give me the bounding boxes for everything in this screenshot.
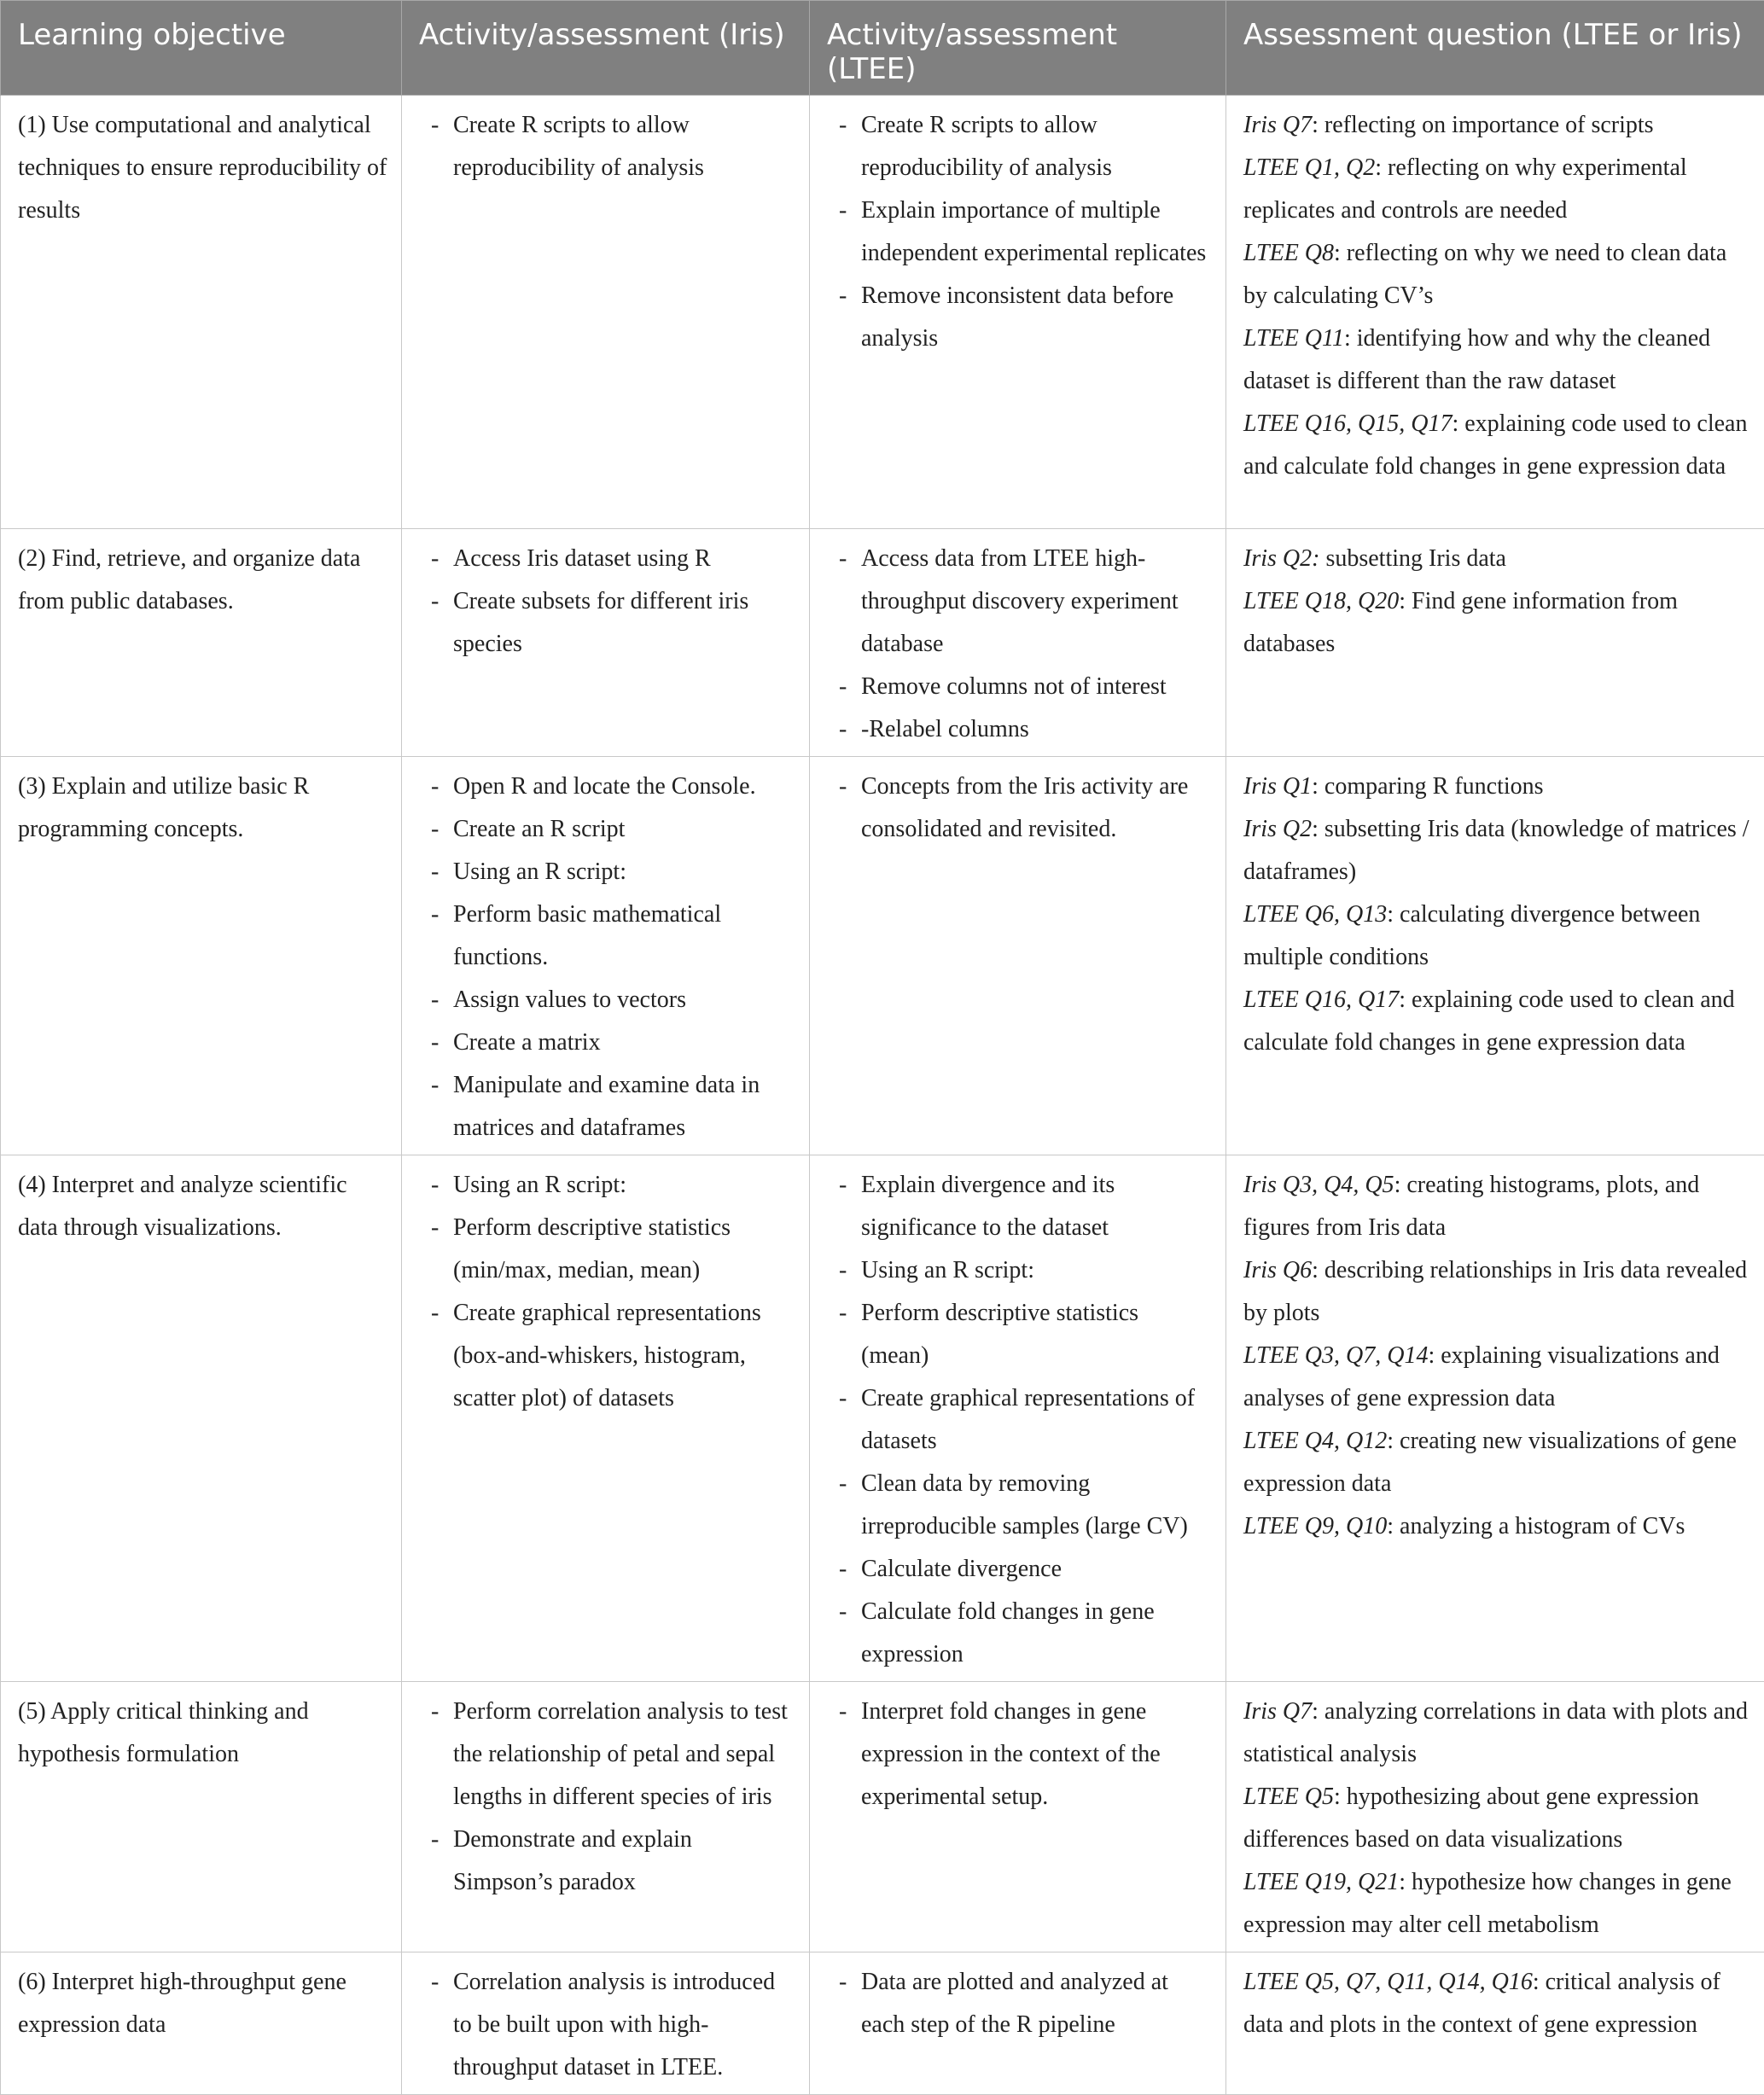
- question-reference: LTEE Q1, Q2: [1243, 154, 1376, 181]
- list-item: - Explain divergence and its significance to the dataset: [827, 1164, 1212, 1249]
- list-item: - Correlation analysis is introduced to be built upon with high-throughput dataset in LTEE.: [419, 1961, 795, 2089]
- assessment-question: [1243, 403, 1750, 488]
- assessment-question-cell: [1226, 757, 1764, 1155]
- assessment-question: [1243, 232, 1750, 317]
- assessment-question-cell: [1226, 1682, 1764, 1952]
- question-reference: LTEE Q3, Q7, Q14: [1243, 1342, 1429, 1369]
- question-description: : analyzing a histogram of CVs: [1387, 1513, 1685, 1539]
- learning-objective-cell: (6) Interpret high-throughput gene expression data: [1, 1952, 402, 2095]
- table-row: [1, 757, 1764, 1155]
- learning-objective-cell: (1) Use computational and analytical techniques to ensure reproducibility of results: [1, 96, 402, 529]
- activity-ltee-cell: [810, 1155, 1226, 1682]
- question-description: : comparing R functions: [1312, 773, 1544, 800]
- question-description: : subsetting Iris data (knowledge of matrices / dataframes): [1243, 816, 1749, 885]
- activity-iris-list: [419, 765, 795, 1149]
- assessment-question: [1243, 808, 1750, 893]
- question-reference: LTEE Q6, Q13: [1243, 901, 1388, 928]
- learning-objective-cell: (2) Find, retrieve, and organize data from public databases.: [1, 529, 402, 757]
- question-reference: Iris Q1: [1243, 773, 1313, 800]
- question-description: : explaining code used to clean and calculate fold changes in gene expression data: [1243, 986, 1735, 1056]
- assessment-question: [1243, 1505, 1750, 1548]
- question-reference: LTEE Q5, Q7, Q11, Q14, Q16: [1243, 1969, 1533, 1995]
- header-learning-objective: Learning objective: [1, 1, 402, 96]
- list-item: - Create graphical representations of datasets: [827, 1377, 1212, 1463]
- assessment-question: [1243, 147, 1750, 232]
- list-item: - Create an R script: [419, 808, 795, 851]
- question-description: : Find gene information from databases: [1243, 588, 1678, 657]
- assessment-question: [1243, 1861, 1750, 1947]
- question-description: : describing relationships in Iris data revealed by plots: [1243, 1257, 1748, 1326]
- question-description: : hypothesize how changes in gene expression may alter cell metabolism: [1243, 1869, 1732, 1938]
- question-description: : analyzing correlations in data with plots and statistical analysis: [1243, 1698, 1748, 1767]
- list-item: - Interpret fold changes in gene expression in the context of the experimental setup.: [827, 1691, 1212, 1819]
- question-description: : reflecting on importance of scripts: [1312, 112, 1654, 138]
- activity-iris-cell: [402, 1952, 810, 2095]
- question-description: : hypothesizing about gene expression differences based on data visualizations: [1243, 1784, 1699, 1853]
- table-row: [1, 1155, 1764, 1682]
- question-reference: Iris Q7: [1243, 1698, 1313, 1725]
- question-reference: Iris Q6: [1243, 1257, 1313, 1283]
- assessment-question: [1243, 1420, 1750, 1505]
- activity-iris-list: [419, 1691, 795, 1904]
- question-description: : reflecting on why we need to clean data by calculating CV’s: [1243, 240, 1727, 309]
- activity-ltee-cell: [810, 757, 1226, 1155]
- activity-ltee-list: [827, 104, 1212, 360]
- list-item: - Create graphical representations (box-and-whiskers, histogram, scatter plot) of datasets: [419, 1292, 795, 1420]
- question-reference: Iris Q7: [1243, 112, 1313, 138]
- activity-iris-cell: [402, 529, 810, 757]
- assessment-question: [1243, 1691, 1750, 1776]
- question-reference: Iris Q2:: [1243, 545, 1320, 572]
- list-item: - Calculate fold changes in gene expression: [827, 1591, 1212, 1676]
- list-item: - Perform correlation analysis to test the relationship of petal and sepal lengths in different species of iris: [419, 1691, 795, 1819]
- assessment-question: [1243, 104, 1750, 147]
- learning-objective-cell: (3) Explain and utilize basic R programming concepts.: [1, 757, 402, 1155]
- assessment-question: [1243, 1249, 1750, 1335]
- question-description: : calculating divergence between multiple conditions: [1243, 901, 1701, 970]
- list-item: - Explain importance of multiple independent experimental replicates: [827, 189, 1212, 275]
- assessment-question-cell: [1226, 1952, 1764, 2095]
- activity-iris-cell: [402, 96, 810, 529]
- list-item: - Using an R script:: [827, 1249, 1212, 1292]
- list-item: - Perform basic mathematical functions.: [419, 893, 795, 979]
- assessment-question: [1243, 765, 1750, 808]
- question-description: : reflecting on why experimental replicates and controls are needed: [1243, 154, 1687, 224]
- question-reference: LTEE Q19, Q21: [1243, 1869, 1400, 1895]
- question-reference: LTEE Q8: [1243, 240, 1335, 266]
- activity-ltee-cell: [810, 1952, 1226, 2095]
- list-item: - Create subsets for different iris species: [419, 580, 795, 666]
- header-row: [1, 1, 1764, 96]
- assessment-question: [1243, 580, 1750, 666]
- list-item: - Demonstrate and explain Simpson’s paradox: [419, 1819, 795, 1904]
- assessment-question: [1243, 538, 1750, 580]
- activity-ltee-cell: [810, 529, 1226, 757]
- list-item: - Manipulate and examine data in matrices and dataframes: [419, 1064, 795, 1149]
- learning-objective-cell: (4) Interpret and analyze scientific data through visualizations.: [1, 1155, 402, 1682]
- list-item: - Concepts from the Iris activity are consolidated and revisited.: [827, 765, 1212, 851]
- assessment-question-cell: [1226, 529, 1764, 757]
- assessment-question: [1243, 317, 1750, 403]
- assessment-question: [1243, 1335, 1750, 1420]
- list-item: - Data are plotted and analyzed at each step of the R pipeline: [827, 1961, 1212, 2046]
- question-reference: LTEE Q4, Q12: [1243, 1428, 1388, 1454]
- assessment-question: [1243, 1776, 1750, 1861]
- question-reference: LTEE Q18, Q20: [1243, 588, 1400, 614]
- learning-objective-cell: (5) Apply critical thinking and hypothesis formulation: [1, 1682, 402, 1952]
- activity-iris-list: [419, 538, 795, 666]
- question-description: : explaining visualizations and analyses of gene expression data: [1243, 1342, 1720, 1411]
- activity-iris-cell: [402, 1682, 810, 1952]
- question-reference: LTEE Q9, Q10: [1243, 1513, 1388, 1539]
- question-description: : creating histograms, plots, and figures from Iris data: [1243, 1172, 1700, 1241]
- question-description: subsetting Iris data: [1319, 545, 1506, 572]
- activity-iris-list: [419, 104, 795, 189]
- activity-iris-cell: [402, 1155, 810, 1682]
- activity-iris-cell: [402, 757, 810, 1155]
- list-item: - Remove inconsistent data before analysis: [827, 275, 1212, 360]
- list-item: - Perform descriptive statistics (min/max, median, mean): [419, 1207, 795, 1292]
- assessment-question-cell: [1226, 96, 1764, 529]
- assessment-question: [1243, 1961, 1750, 2046]
- list-item: - Using an R script:: [419, 851, 795, 893]
- list-item: - Create R scripts to allow reproducibility of analysis: [827, 104, 1212, 189]
- activity-ltee-cell: [810, 96, 1226, 529]
- activity-iris-list: [419, 1961, 795, 2089]
- question-description: : explaining code used to clean and calculate fold changes in gene expression data: [1243, 410, 1748, 480]
- question-reference: LTEE Q16, Q15, Q17: [1243, 410, 1453, 437]
- activity-ltee-list: [827, 1691, 1212, 1819]
- activity-ltee-cell: [810, 1682, 1226, 1952]
- list-item: - Access Iris dataset using R: [419, 538, 795, 580]
- header-activity-ltee: Activity/assessment (LTEE): [810, 1, 1226, 96]
- activity-ltee-list: [827, 765, 1212, 851]
- list-item: - -Relabel columns: [827, 708, 1212, 751]
- list-item: - Using an R script:: [419, 1164, 795, 1207]
- assessment-question: [1243, 979, 1750, 1064]
- question-reference: LTEE Q16, Q17: [1243, 986, 1400, 1013]
- question-reference: LTEE Q5: [1243, 1784, 1335, 1810]
- assessment-question: [1243, 1164, 1750, 1249]
- list-item: - Create a matrix: [419, 1021, 795, 1064]
- list-item: - Access data from LTEE high-throughput discovery experiment database: [827, 538, 1212, 666]
- question-description: : creating new visualizations of gene expression data: [1243, 1428, 1737, 1497]
- question-reference: Iris Q3, Q4, Q5: [1243, 1172, 1394, 1198]
- activity-iris-list: [419, 1164, 795, 1420]
- list-item: - Create R scripts to allow reproducibility of analysis: [419, 104, 795, 189]
- activity-ltee-list: [827, 1164, 1212, 1676]
- list-item: - Clean data by removing irreproducible samples (large CV): [827, 1463, 1212, 1548]
- question-description: : critical analysis of data and plots in the context of gene expression: [1243, 1969, 1720, 2038]
- header-assessment-question: Assessment question (LTEE or Iris): [1226, 1, 1764, 96]
- table-row: [1, 529, 1764, 757]
- assessment-question-cell: [1226, 1155, 1764, 1682]
- header-activity-iris: Activity/assessment (Iris): [402, 1, 810, 96]
- question-reference: LTEE Q11: [1243, 325, 1344, 352]
- table-row: [1, 96, 1764, 529]
- activity-ltee-list: [827, 1961, 1212, 2046]
- assessment-question: [1243, 893, 1750, 979]
- list-item: - Perform descriptive statistics (mean): [827, 1292, 1212, 1377]
- list-item: - Assign values to vectors: [419, 979, 795, 1021]
- activity-ltee-list: [827, 538, 1212, 751]
- table-row: [1, 1682, 1764, 1952]
- question-reference: Iris Q2: [1243, 816, 1313, 842]
- list-item: - Remove columns not of interest: [827, 666, 1212, 708]
- list-item: - Calculate divergence: [827, 1548, 1212, 1591]
- list-item: - Open R and locate the Console.: [419, 765, 795, 808]
- question-description: : identifying how and why the cleaned dataset is different than the raw dataset: [1243, 325, 1711, 394]
- table-row: [1, 1952, 1764, 2095]
